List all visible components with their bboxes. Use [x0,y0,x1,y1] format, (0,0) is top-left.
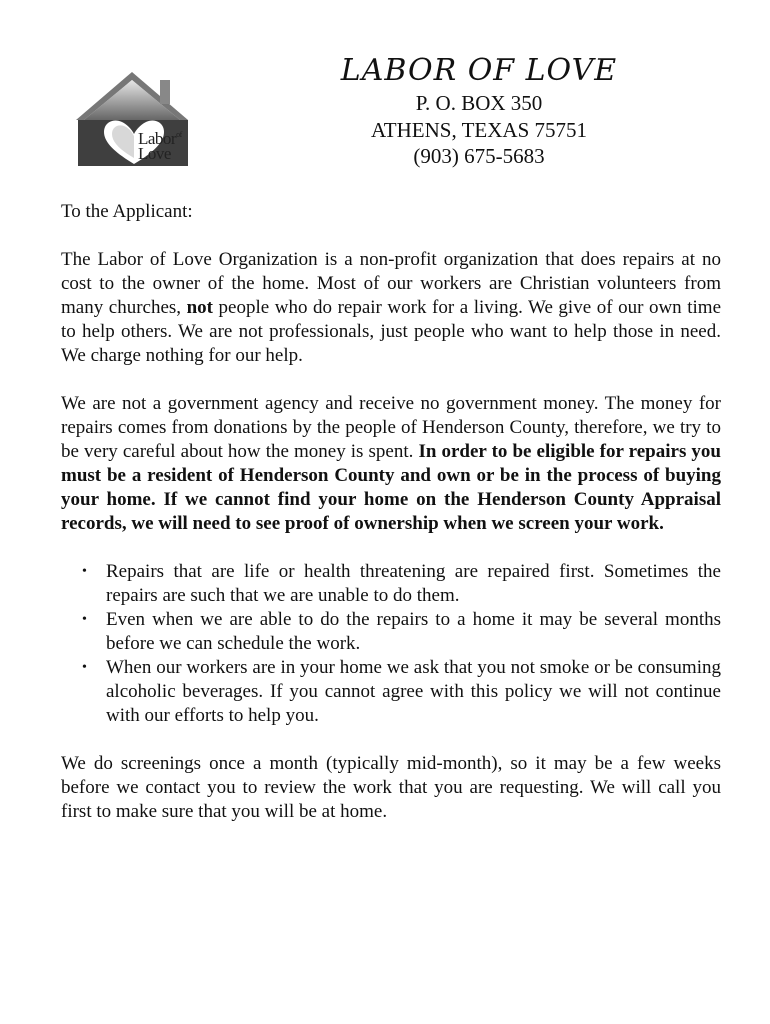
logo-line2: Love [138,143,171,163]
policy-list [61,560,721,728]
letter-body [61,200,721,848]
paragraph-2 [61,392,721,536]
eligibility-requirement: In order to be eligible for repairs you must be a resident of Henderson County and own or be in the process of buying your home. If we cannot find your home on the Henderson County Appraisal records, we will need to see proof of ownership when we screen your work. [61,441,721,534]
city-address: ATHENS, TEXAS 75751 [370,117,588,142]
org-name: LABOR OF LOVE [340,53,618,88]
paragraph-3: We do screenings once a month (typically mid-month), so it may be a few weeks before we contact you to review the work that you are requesting. We will call you first to make sure that you will be at home. [61,753,721,822]
paragraph-1-text-b: people who do repair work for a living. We give of our own time to help others. We are not professionals, just people who want to help those in need. We charge nothing for our help. [61,297,721,366]
list-item: • Even when we are able to do the repairs to a home it may be several months before we can schedule the work. [106,608,721,656]
po-box: P. O. BOX 350 [415,91,543,115]
letterhead [296,52,662,170]
paragraph-1-text-a: The Labor of Love Organization is a non-profit organization that does repairs at no cost to the owner of the home. Most of our workers are Christian volunteers from many churches, [61,249,721,318]
list-item: • When our workers are in your home we ask that you not smoke or be consuming alcoholic beverages. If you cannot agree with this policy we will not continue with our efforts to help you. [106,656,721,728]
paragraph-1-bold: not [186,297,213,318]
phone-number: (903) 675-5683 [413,144,545,168]
paragraph-1 [61,248,721,368]
logo-wordmark [138,129,198,163]
logo-line1-small: of [176,130,182,139]
greeting: To the Applicant: [61,201,193,222]
logo-line1: Labor [138,129,177,148]
list-item: • Repairs that are life or health threatening are repaired first. Sometimes the repairs are such that we are unable to do them. [106,560,721,608]
paragraph-2-text: We are not a government agency and receive no government money. The money for repairs comes from donations by the people of Henderson County, therefore, we try to be very careful about how the money is spent. [61,393,721,462]
